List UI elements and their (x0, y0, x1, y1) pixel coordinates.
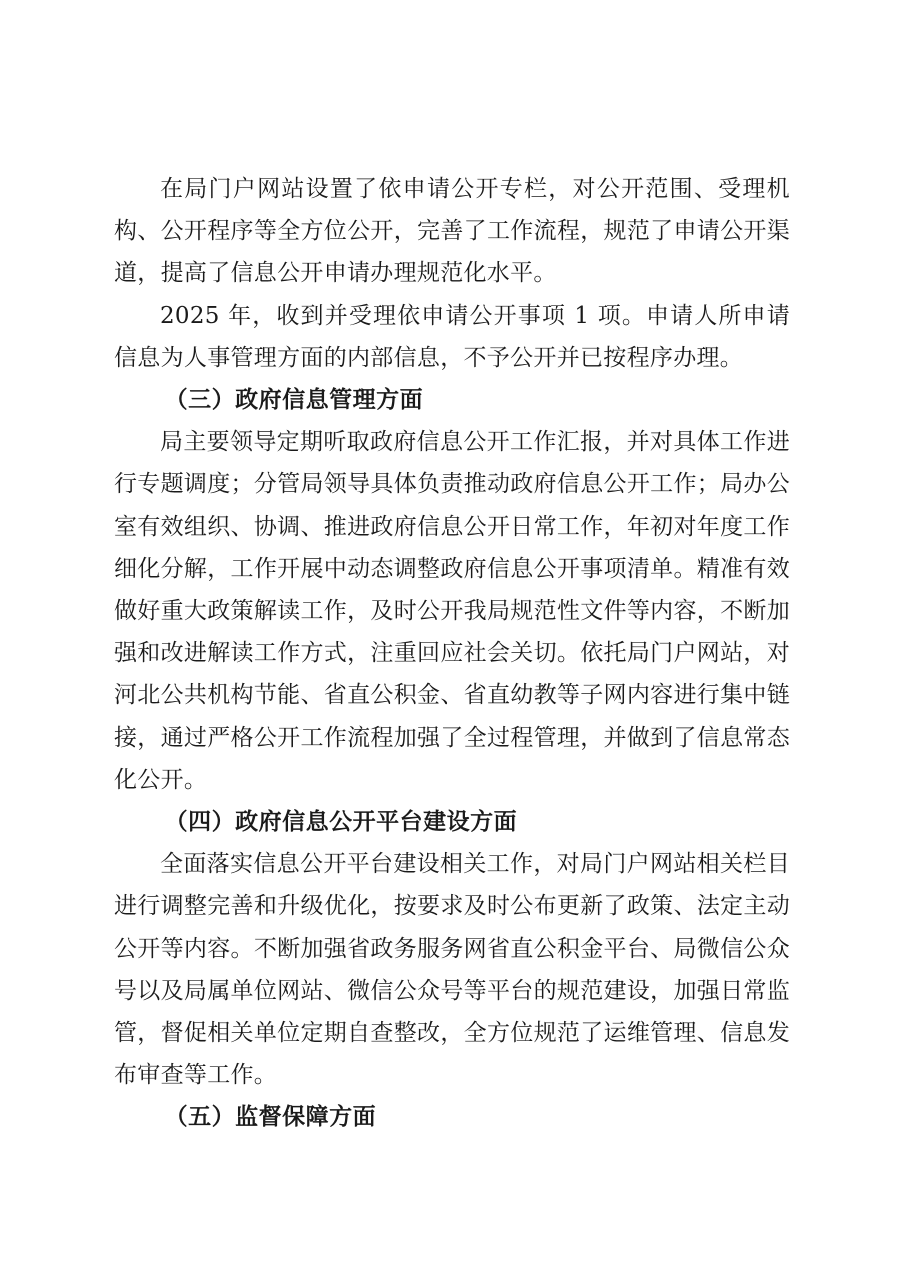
paragraph-platform-construction: 全面落实信息公开平台建设相关工作，对局门户网站相关栏目进行调整完善和升级优化，按要求及时公布更新了政策、法定主动公开等内容。不断加强省政务服务网省直公积金平台、局微信公众号以及局属单位网站、微信公众号等平台的规范建设，加强日常监管，督促相关单位定期自查整改，全方位规范了运维管理、信息发布审查等工作。 (114, 851, 790, 1089)
section-heading-3: （三）政府信息管理方面 (164, 386, 424, 414)
document-body (114, 168, 790, 1139)
paragraph-info-management: 局主要领导定期听取政府信息公开工作汇报，并对具体工作进行专题调度；分管局领导具体负责推动政府信息公开工作；局办公室有效组织、协调、推进政府信息公开日常工作，年初对年度工作细化分解，工作开展中动态调整政府信息公开事项清单。精准有效做好重大政策解读工作，及时公开我局规范性文件等内容，不断加强和改进解读工作方式，注重回应社会关切。依托局门户网站，对河北公共机构节能、省直公积金、省直幼教等子网内容进行集中链接，通过严格公开工作流程加强了全过程管理，并做到了信息常态化公开。 (114, 429, 790, 793)
section-heading-5: （五）监督保障方面 (164, 1103, 377, 1131)
paragraph-application-column: 在局门户网站设置了依申请公开专栏，对公开范围、受理机构、公开程序等全方位公开，完善了工作流程，规范了申请公开渠道，提高了信息公开申请办理规范化水平。 (114, 176, 790, 287)
paragraph-2025-requests: 2025 年，收到并受理依申请公开事项 1 项。申请人所申请信息为人事管理方面的内部信息，不予公开并已按程序办理。 (114, 302, 790, 371)
section-heading-4: （四）政府信息公开平台建设方面 (164, 808, 518, 836)
